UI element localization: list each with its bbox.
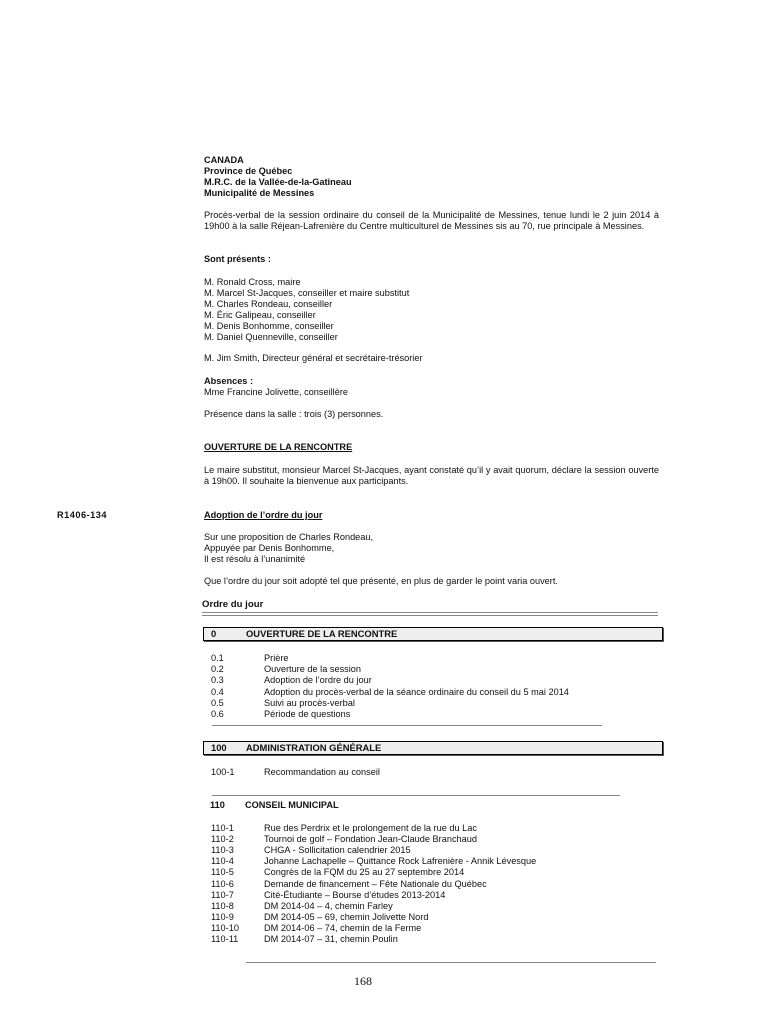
list-item xyxy=(203,653,663,664)
list-item xyxy=(203,912,663,923)
list-item xyxy=(203,856,663,867)
item-text: Demande de financement – Fête Nationale du Québec xyxy=(264,878,487,889)
header-province: Province de Québec xyxy=(204,166,293,176)
list-item xyxy=(203,879,663,890)
item-code: 110-3 xyxy=(211,845,234,856)
item-code: 110-1 xyxy=(211,823,234,833)
attendance: Présence dans la salle : trois (3) personnes. xyxy=(204,409,384,419)
item-code: 110-2 xyxy=(211,834,234,845)
resolution-decision: Que l’ordre du jour soit adopté tel que présenté, en plus de garder le point varia ouvert. xyxy=(204,576,558,586)
item-code: 110-7 xyxy=(211,889,234,900)
list-item xyxy=(203,675,663,686)
resolution-line-3: Il est résolu à l’unanimité xyxy=(204,554,306,564)
list-item xyxy=(203,834,663,845)
item-code: 110-10 xyxy=(211,922,239,933)
list-item xyxy=(203,890,663,901)
list-item xyxy=(203,698,663,709)
item-text: Prière xyxy=(264,653,289,663)
item-text: Suivi au procès-verbal xyxy=(264,697,355,708)
item-text: Tournoi de golf – Fondation Jean-Claude Branchaud xyxy=(264,834,477,845)
list-item xyxy=(203,923,663,934)
item-text: Adoption de l’ordre du jour xyxy=(264,675,372,686)
resolution-number: R1406-134 xyxy=(57,510,107,520)
section-title: OUVERTURE DE LA RENCONTRE xyxy=(246,628,398,639)
member-1: M. Ronald Cross, maire xyxy=(204,277,301,287)
agenda-section-110-items xyxy=(203,823,663,948)
item-text: CHGA - Sollicitation calendrier 2015 xyxy=(264,845,411,856)
header-municipality: Municipalité de Messines xyxy=(204,188,315,198)
item-code: 0.1 xyxy=(211,653,224,663)
item-text: Recommandation au conseil xyxy=(264,767,380,777)
director: M. Jim Smith, Directeur général et secrétaire-trésorier xyxy=(204,353,423,363)
header-mrc: M.R.C. de la Vallée-de-la-Gatineau xyxy=(204,177,352,187)
item-code: 0.4 xyxy=(211,686,224,697)
member-3: M. Charles Rondeau, conseiller xyxy=(204,299,333,309)
section-number: 110 xyxy=(210,800,225,810)
intro-paragraph: Procès-verbal de la session ordinaire du conseil de la Municipalité de Messines, tenue lundi le 2 juin 2014 à 19h00 à la salle Réjean-Lafrenière du Centre multiculturel de Messines sis au 70, rue principale à Messines. xyxy=(204,210,659,232)
item-text: DM 2014-05 – 69, chemin Jolivette Nord xyxy=(264,911,429,922)
item-code: 110-8 xyxy=(211,900,234,911)
item-code: 0.2 xyxy=(211,664,224,675)
item-text: DM 2014-07 – 31, chemin Poulin xyxy=(264,934,398,944)
item-code: 0.6 xyxy=(211,709,224,719)
resolution-title: Adoption de l’ordre du jour xyxy=(204,510,323,520)
section-divider xyxy=(212,725,602,726)
item-text: DM 2014-06 – 74, chemin de la Ferme xyxy=(264,922,422,933)
list-item xyxy=(203,823,663,834)
agenda-heading: Ordre du jour xyxy=(202,599,264,610)
agenda-section-0-items xyxy=(203,653,663,723)
item-code: 100-1 xyxy=(211,767,235,777)
item-text: Rue des Perdrix et le prolongement de la rue du Lac xyxy=(264,823,477,833)
list-item xyxy=(203,687,663,698)
page-number: 168 xyxy=(354,974,372,988)
list-item xyxy=(203,901,663,912)
item-text: Johanne Lachapelle – Quittance Rock Lafrenière - Annik Lévesque xyxy=(264,856,537,867)
opening-heading: OUVERTURE DE LA RENCONTRE xyxy=(204,442,353,452)
section-divider xyxy=(212,795,620,796)
item-code: 0.5 xyxy=(211,697,224,708)
item-code: 110-6 xyxy=(211,878,234,889)
section-title: CONSEIL MUNICIPAL xyxy=(245,800,339,810)
member-4: M. Éric Galipeau, conseiller xyxy=(204,310,316,320)
list-item xyxy=(203,767,663,778)
item-text: Période de questions xyxy=(264,709,351,719)
item-code: 110-9 xyxy=(211,911,234,922)
resolution-line-2: Appuyée par Denis Bonhomme, xyxy=(204,543,335,553)
member-5: M. Denis Bonhomme, conseiller xyxy=(204,321,334,331)
section-number: 0 xyxy=(211,628,217,639)
item-text: Adoption du procès-verbal de la séance ordinaire du conseil du 5 mai 2014 xyxy=(264,686,569,697)
item-text: Ouverture de la session xyxy=(264,664,362,675)
item-code: 0.3 xyxy=(211,675,224,686)
item-code: 110-4 xyxy=(211,856,234,867)
footer-divider xyxy=(246,962,656,963)
agenda-section-0-header xyxy=(203,627,663,641)
absences-text: Mme Francine Jolivette, conseillère xyxy=(204,387,348,397)
member-2: M. Marcel St-Jacques, conseiller et maire substitut xyxy=(204,288,410,298)
item-text: DM 2014-04 – 4, chemin Farley xyxy=(264,900,393,911)
item-code: 110-5 xyxy=(211,867,234,878)
opening-text: Le maire substitut, monsieur Marcel St-Jacques, ayant constaté qu’il y avait quorum, déclare la session ouverte à 19h00. Il souhaite la bienvenue aux participants. xyxy=(204,465,659,487)
list-item xyxy=(203,664,663,675)
member-6: M. Daniel Quenneville, conseiller xyxy=(204,332,338,342)
resolution-line-1: Sur une proposition de Charles Rondeau, xyxy=(204,532,374,542)
list-item xyxy=(203,934,663,945)
presents-heading: Sont présents : xyxy=(204,254,271,264)
list-item xyxy=(203,709,663,720)
absences-heading: Absences : xyxy=(204,376,254,386)
agenda-section-100-items xyxy=(203,767,663,779)
item-text: Cité-Étudiante – Bourse d’études 2013-2014 xyxy=(264,889,446,900)
header-country: CANADA xyxy=(204,155,244,165)
section-number: 100 xyxy=(211,742,227,753)
list-item xyxy=(203,867,663,878)
list-item xyxy=(203,845,663,856)
item-code: 110-11 xyxy=(211,934,239,944)
agenda-double-rule xyxy=(202,612,658,616)
section-title: ADMINISTRATION GÉNÉRALE xyxy=(246,742,382,753)
item-text: Congrès de la FQM du 25 au 27 septembre 2014 xyxy=(264,867,465,878)
agenda-section-100-header xyxy=(203,741,663,755)
